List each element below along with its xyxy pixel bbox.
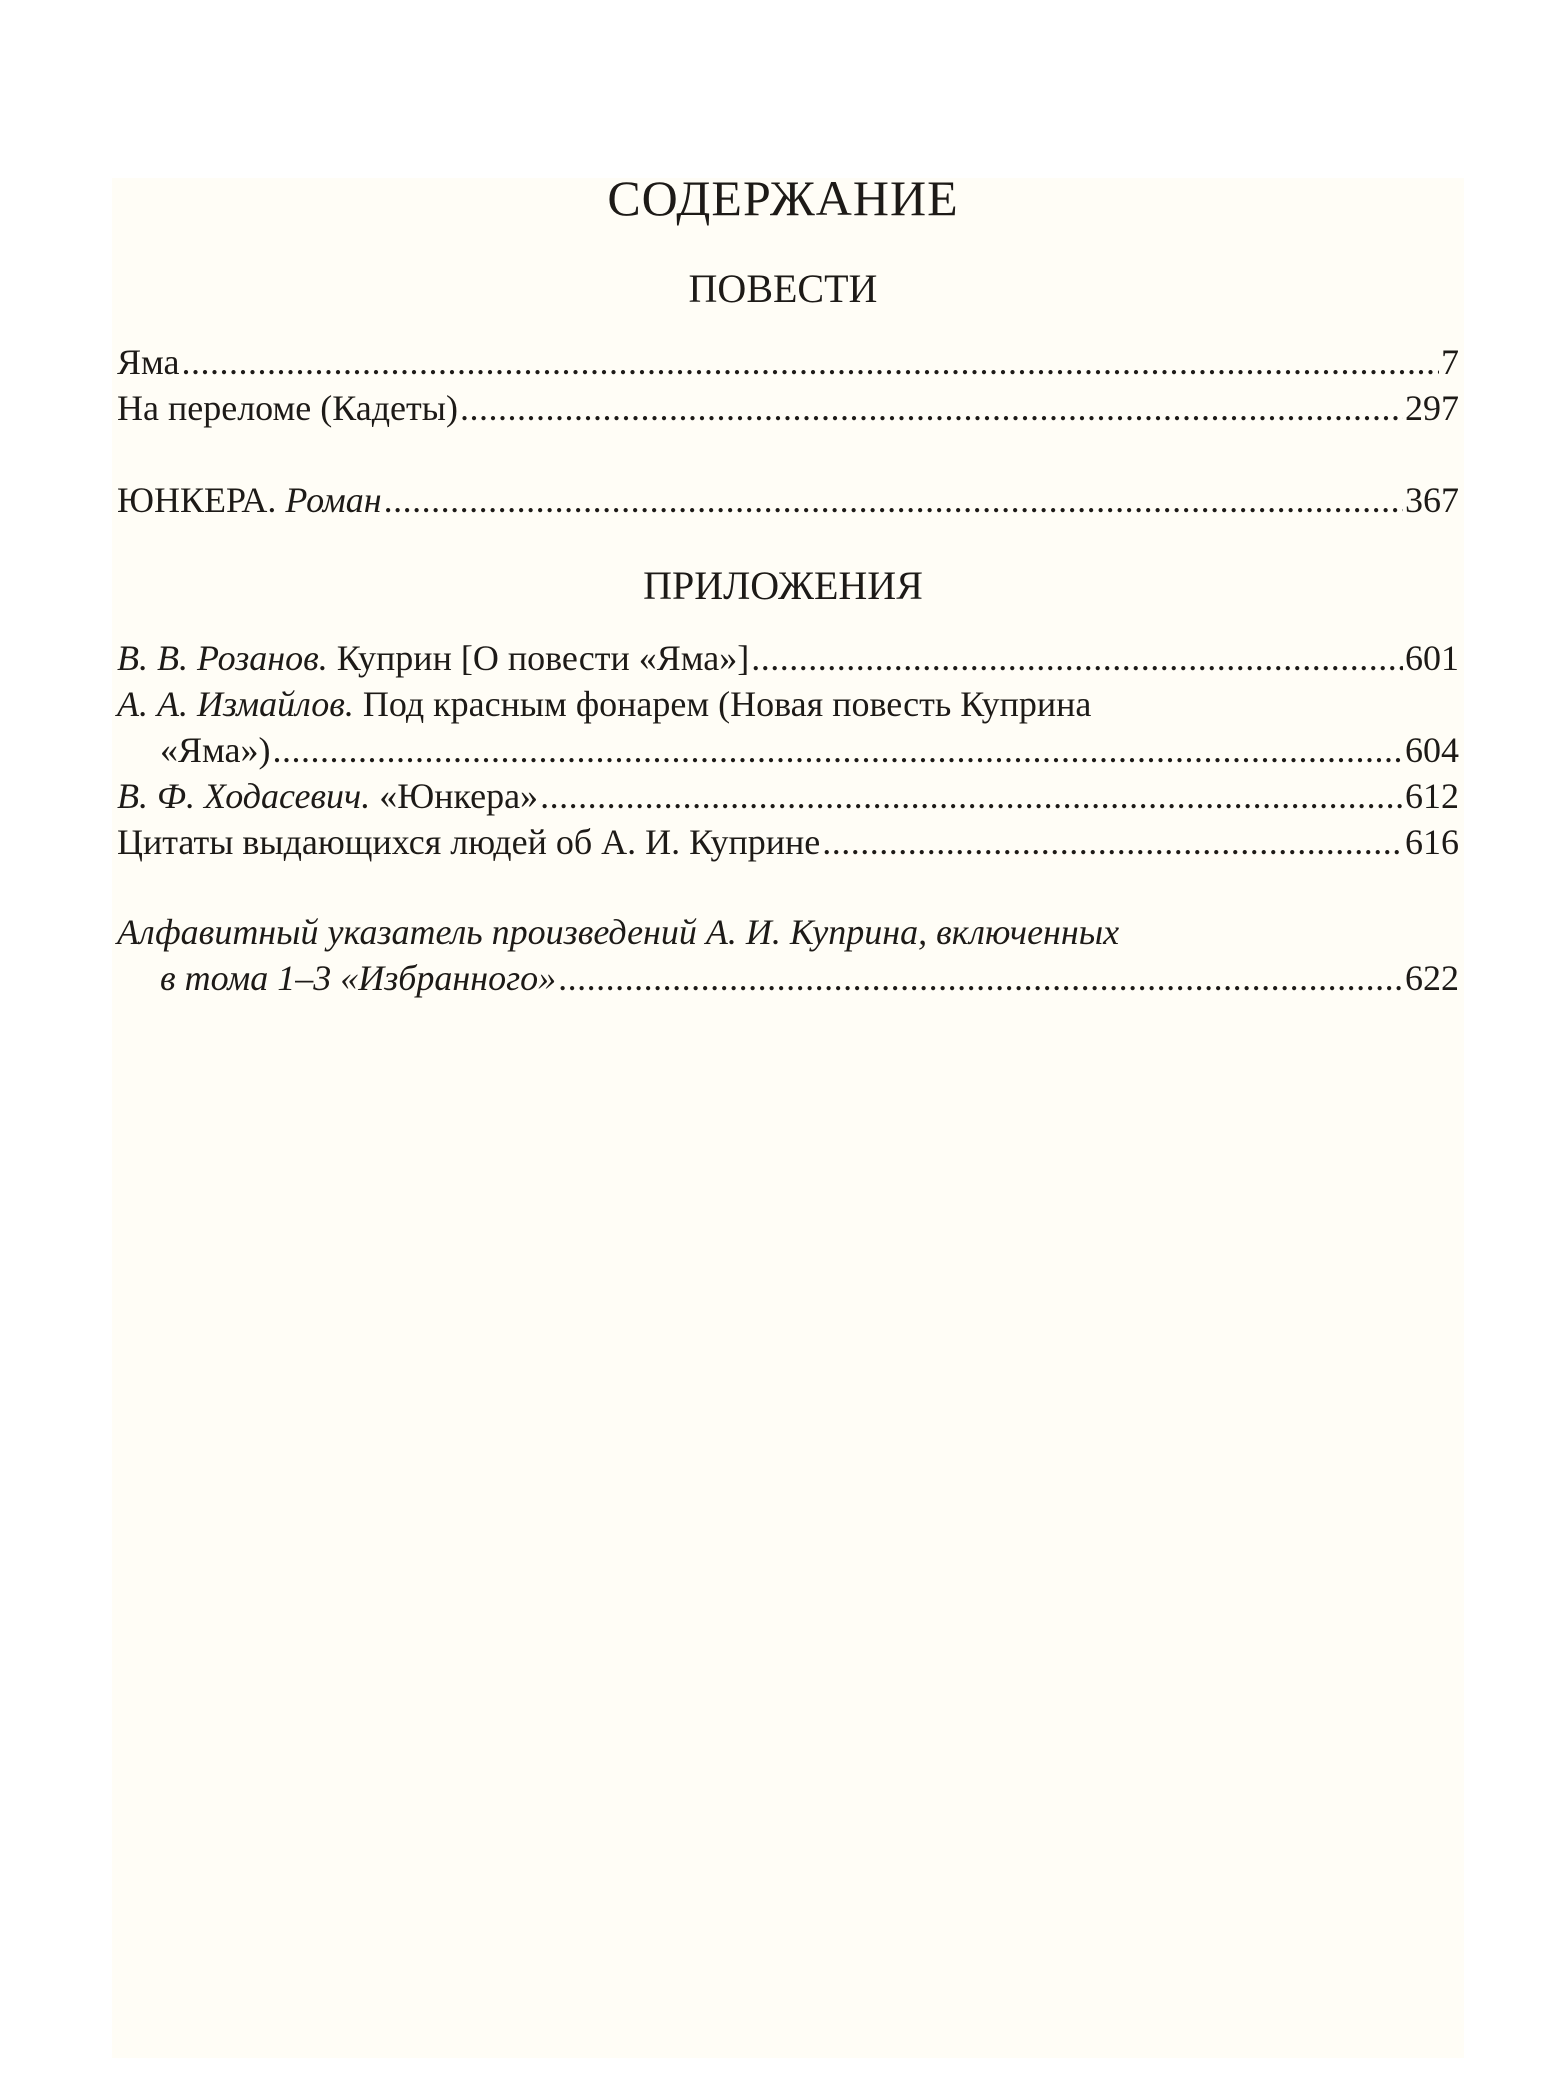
section-heading-povesti: ПОВЕСТИ (688, 266, 878, 311)
toc-entry-title: ЮНКЕРА. (117, 480, 277, 520)
toc-entry-izmailov-line2[interactable] (160, 728, 1459, 772)
dot-leader (558, 956, 1403, 1000)
dot-leader (182, 340, 1439, 384)
toc-entry-na-perelome[interactable] (117, 386, 1459, 430)
toc-entry-title-wrap (117, 636, 749, 680)
toc-entry-yama[interactable] (117, 340, 1459, 384)
toc-entry-page: 604 (1405, 730, 1459, 770)
toc-entry-title-wrap (117, 774, 538, 818)
toc-entry-author: В. В. Розанов. (117, 638, 328, 678)
toc-entry-index-line2[interactable] (160, 956, 1459, 1000)
toc-entry-junkera[interactable] (117, 478, 1459, 522)
toc-entry-page: 7 (1441, 342, 1459, 382)
toc-entry-title: «Яма») (160, 730, 271, 770)
toc-entry-title: Цитаты выдающихся людей об А. И. Куприне (117, 822, 821, 862)
toc-entry-genre: Роман (285, 480, 382, 520)
toc-entry-title: Куприн [О повести «Яма»] (336, 638, 750, 678)
page-paper (112, 178, 1464, 2058)
toc-entry-title: Под красным фонарем (Новая повесть Куприна (362, 684, 1092, 724)
toc-entry-citaty[interactable] (117, 820, 1459, 864)
toc-entry-page: 297 (1405, 388, 1459, 428)
toc-entry-title: «Юнкера» (379, 776, 539, 816)
toc-entry-page: 622 (1405, 958, 1459, 998)
toc-entry-khodasevich[interactable] (117, 774, 1459, 818)
dot-leader (540, 774, 1403, 818)
toc-entry-page: 601 (1405, 638, 1459, 678)
dot-leader (460, 386, 1403, 430)
toc-entry-index-line1[interactable]: Алфавитный указатель произведений А. И. Куприна, включенных (117, 912, 1120, 952)
toc-entry-author: В. Ф. Ходасевич. (117, 776, 371, 816)
toc-entry-title: в тома 1–3 «Избранного» (160, 958, 557, 998)
page-title: СОДЕРЖАНИЕ (607, 170, 959, 226)
toc-entry-title: На переломе (Кадеты) (117, 388, 458, 428)
toc-entry-page: 616 (1405, 822, 1459, 862)
toc-entry-page: 612 (1405, 776, 1459, 816)
toc-entry-author: А. А. Измайлов. (117, 684, 354, 724)
toc-entry-izmailov-line1[interactable] (117, 682, 1091, 726)
toc-entry-page: 367 (1405, 480, 1459, 520)
toc-entry-title: Яма (117, 342, 180, 382)
toc-entry-rozanov[interactable] (117, 636, 1459, 680)
section-heading-prilozheniya: ПРИЛОЖЕНИЯ (643, 563, 923, 608)
dot-leader (751, 636, 1403, 680)
toc-entry-title-wrap (117, 478, 382, 522)
dot-leader (273, 728, 1403, 772)
dot-leader (822, 820, 1403, 864)
dot-leader (384, 478, 1403, 522)
